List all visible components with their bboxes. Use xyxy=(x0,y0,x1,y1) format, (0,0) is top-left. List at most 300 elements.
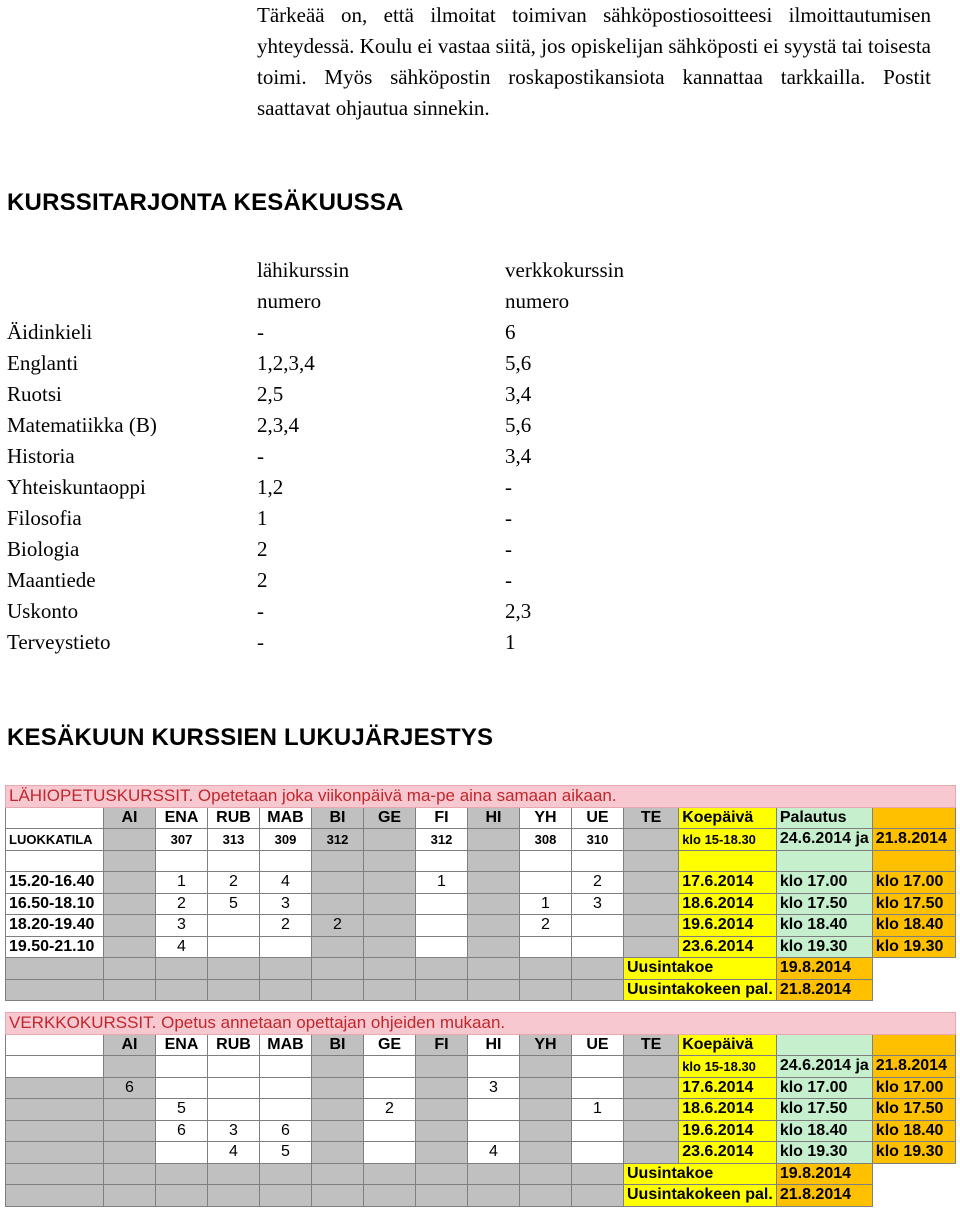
filler xyxy=(312,979,364,1001)
verkko-course-numbers: 1 xyxy=(505,630,516,654)
course-cell xyxy=(208,1099,260,1121)
course-offering-heading: KURSSITARJONTA KESÄKUUSSA xyxy=(7,189,404,216)
filler xyxy=(156,1185,208,1207)
course-cell: 6 xyxy=(104,1077,156,1099)
filler xyxy=(104,958,156,980)
spacer-cell xyxy=(572,850,624,872)
retake-return-label: Uusintakokeen pal. xyxy=(624,1185,777,1207)
blank xyxy=(208,1056,260,1078)
subject-name: Äidinkieli xyxy=(7,320,93,344)
course-cell: 2 xyxy=(364,1099,416,1121)
subject-header: ENA xyxy=(156,807,208,829)
room-number xyxy=(624,829,679,851)
course-cell: 4 xyxy=(208,1142,260,1164)
filler xyxy=(104,979,156,1001)
palautus-header-2 xyxy=(872,1034,955,1056)
course-row xyxy=(6,1077,956,1099)
blank xyxy=(6,1056,104,1078)
exam-date: 23.6.2014 xyxy=(679,1142,777,1164)
schedule-heading: KESÄKUUN KURSSIEN LUKUJÄRJESTYS xyxy=(7,724,494,751)
verkko-course-numbers: - xyxy=(505,568,512,592)
verkko-banner: VERKKOKURSSIT. Opetus annetaan opettajan ohjeiden mukaan. xyxy=(6,1013,956,1035)
filler xyxy=(208,1163,260,1185)
spacer-cell xyxy=(776,850,872,872)
course-cell xyxy=(572,936,624,958)
course-cell: 1 xyxy=(416,872,468,894)
blank xyxy=(156,1056,208,1078)
filler xyxy=(208,958,260,980)
course-cell xyxy=(572,1120,624,1142)
course-cell xyxy=(468,915,520,937)
lahi-course-numbers: 2 xyxy=(257,537,268,561)
return-time-2: klo 17.50 xyxy=(872,893,955,915)
blank xyxy=(104,1056,156,1078)
filler xyxy=(260,1163,312,1185)
lahi-header: lähikurssin xyxy=(257,258,350,282)
subject-header: FI xyxy=(416,807,468,829)
filler xyxy=(6,1120,104,1142)
course-cell: 4 xyxy=(468,1142,520,1164)
subject-header: FI xyxy=(416,1034,468,1056)
room-number xyxy=(104,829,156,851)
filler xyxy=(468,979,520,1001)
course-cell: 1 xyxy=(572,1099,624,1121)
filler xyxy=(6,1142,104,1164)
course-cell xyxy=(624,872,679,894)
subject-name: Maantiede xyxy=(7,568,96,592)
course-cell xyxy=(312,1099,364,1121)
course-cell xyxy=(624,1142,679,1164)
lahi-header-2: numero xyxy=(257,289,322,313)
return-time-2: klo 18.40 xyxy=(872,915,955,937)
time-slot-row xyxy=(6,936,956,958)
exam-date: 18.6.2014 xyxy=(679,893,777,915)
filler xyxy=(260,958,312,980)
return-time-2: klo 17.00 xyxy=(872,1077,955,1099)
course-cell: 5 xyxy=(260,1142,312,1164)
exam-date: 19.6.2014 xyxy=(679,915,777,937)
course-cell xyxy=(468,1120,520,1142)
course-cell xyxy=(572,1142,624,1164)
lahi-course-numbers: - xyxy=(257,599,264,623)
course-row xyxy=(6,1142,956,1164)
course-cell xyxy=(416,1099,468,1121)
subject-header: UE xyxy=(572,1034,624,1056)
course-cell xyxy=(208,936,260,958)
course-cell xyxy=(260,1099,312,1121)
exam-date: 17.6.2014 xyxy=(679,872,777,894)
verkko-course-numbers: 5,6 xyxy=(505,413,532,437)
lahi-course-numbers: 2,3,4 xyxy=(257,413,299,437)
course-cell: 2 xyxy=(208,872,260,894)
info-row xyxy=(6,1056,956,1078)
course-cell xyxy=(364,1120,416,1142)
course-cell: 4 xyxy=(156,936,208,958)
course-cell xyxy=(416,1120,468,1142)
filler xyxy=(572,958,624,980)
subject-header: GE xyxy=(364,807,416,829)
blank xyxy=(572,1056,624,1078)
retake-return-row xyxy=(6,1185,956,1207)
room-number: 310 xyxy=(572,829,624,851)
exam-date: 19.6.2014 xyxy=(679,1120,777,1142)
blank xyxy=(624,1056,679,1078)
room-number xyxy=(468,829,520,851)
course-cell: 3 xyxy=(572,893,624,915)
course-cell xyxy=(364,893,416,915)
course-cell xyxy=(572,1077,624,1099)
course-cell xyxy=(520,936,572,958)
subject-name: Historia xyxy=(7,444,75,468)
subject-header: BI xyxy=(312,807,364,829)
course-cell: 2 xyxy=(156,893,208,915)
filler xyxy=(468,1163,520,1185)
retake-row xyxy=(6,1163,956,1185)
retake-label: Uusintakoe xyxy=(624,1163,777,1185)
spacer-cell xyxy=(104,850,156,872)
filler xyxy=(104,1163,156,1185)
spacer-row xyxy=(6,850,956,872)
verkko-course-numbers: - xyxy=(505,475,512,499)
time-slot: 16.50-18.10 xyxy=(6,893,104,915)
course-cell: 5 xyxy=(208,893,260,915)
blank xyxy=(520,1056,572,1078)
exam-time-info: klo 15-18.30 xyxy=(679,829,777,851)
course-cell: 3 xyxy=(468,1077,520,1099)
filler xyxy=(572,1185,624,1207)
lahi-course-numbers: 1,2,3,4 xyxy=(257,351,315,375)
course-cell xyxy=(468,1099,520,1121)
filler xyxy=(572,1163,624,1185)
banner-row xyxy=(6,786,956,808)
return-time-2: klo 19.30 xyxy=(872,936,955,958)
filler xyxy=(416,958,468,980)
lahi-course-numbers: 2 xyxy=(257,568,268,592)
retake-date: 19.8.2014 xyxy=(776,1163,872,1185)
filler xyxy=(520,958,572,980)
return-time: klo 19.30 xyxy=(776,1142,872,1164)
course-cell xyxy=(312,1142,364,1164)
subject-header: RUB xyxy=(208,807,260,829)
spacer-cell xyxy=(520,850,572,872)
room-number: 312 xyxy=(416,829,468,851)
filler xyxy=(312,958,364,980)
course-cell: 1 xyxy=(156,872,208,894)
subject-header: YH xyxy=(520,807,572,829)
retake-label: Uusintakoe xyxy=(624,958,777,980)
lahi-schedule-table xyxy=(5,785,956,1001)
subject-header-row xyxy=(6,807,956,829)
filler xyxy=(156,958,208,980)
course-row xyxy=(6,1120,956,1142)
course-row xyxy=(6,1099,956,1121)
retake-return-label: Uusintakokeen pal. xyxy=(624,979,777,1001)
palautus-header xyxy=(776,1034,872,1056)
filler xyxy=(364,1185,416,1207)
filler xyxy=(520,1185,572,1207)
retake-return-row xyxy=(6,979,956,1001)
blank xyxy=(416,1056,468,1078)
course-cell xyxy=(260,936,312,958)
filler xyxy=(364,1163,416,1185)
filler xyxy=(520,1163,572,1185)
filler xyxy=(6,979,104,1001)
verkko-header-2: numero xyxy=(505,289,570,313)
course-cell xyxy=(312,1077,364,1099)
banner-row xyxy=(6,1013,956,1035)
return-time-2: klo 17.50 xyxy=(872,1099,955,1121)
palautus-header-2 xyxy=(872,807,955,829)
filler xyxy=(6,1163,104,1185)
return-time-2: klo 18.40 xyxy=(872,1120,955,1142)
course-cell xyxy=(416,915,468,937)
blank xyxy=(364,1056,416,1078)
filler xyxy=(416,1185,468,1207)
filler xyxy=(572,979,624,1001)
course-cell xyxy=(104,1120,156,1142)
verkko-course-numbers: 6 xyxy=(505,320,516,344)
course-cell xyxy=(624,1099,679,1121)
return-time: klo 18.40 xyxy=(776,1120,872,1142)
course-cell xyxy=(208,915,260,937)
time-slot-row xyxy=(6,915,956,937)
filler xyxy=(520,979,572,1001)
verkko-header: verkkokurssin xyxy=(505,258,624,282)
subject-header: UE xyxy=(572,807,624,829)
verkko-course-numbers: 2,3 xyxy=(505,599,532,623)
corner-cell xyxy=(6,1034,104,1056)
time-slot: 15.20-16.40 xyxy=(6,872,104,894)
return-time: klo 17.50 xyxy=(776,893,872,915)
subject-name: Biologia xyxy=(7,537,80,561)
verkko-course-numbers: 3,4 xyxy=(505,444,532,468)
blank xyxy=(312,1056,364,1078)
course-cell xyxy=(624,915,679,937)
course-cell: 1 xyxy=(520,893,572,915)
course-cell: 4 xyxy=(260,872,312,894)
filler xyxy=(364,979,416,1001)
course-cell xyxy=(312,893,364,915)
course-cell xyxy=(156,1142,208,1164)
course-cell xyxy=(156,1077,208,1099)
course-cell xyxy=(364,915,416,937)
course-cell xyxy=(468,893,520,915)
subject-name: Yhteiskuntaoppi xyxy=(7,475,146,499)
verkko-course-numbers: 3,4 xyxy=(505,382,532,406)
course-cell xyxy=(416,893,468,915)
lahi-course-numbers: 2,5 xyxy=(257,382,284,406)
course-cell xyxy=(520,1099,572,1121)
exam-date: 17.6.2014 xyxy=(679,1077,777,1099)
course-cell xyxy=(624,893,679,915)
return-date-2: 21.8.2014 xyxy=(872,829,955,851)
return-time: klo 19.30 xyxy=(776,936,872,958)
course-cell xyxy=(468,872,520,894)
course-cell xyxy=(416,936,468,958)
course-cell xyxy=(312,936,364,958)
filler xyxy=(416,1163,468,1185)
course-cell: 6 xyxy=(156,1120,208,1142)
course-cell: 2 xyxy=(520,915,572,937)
subject-header: HI xyxy=(468,807,520,829)
subject-header: MAB xyxy=(260,807,312,829)
subject-header: GE xyxy=(364,1034,416,1056)
course-cell: 2 xyxy=(312,915,364,937)
course-cell xyxy=(208,1077,260,1099)
course-cell xyxy=(468,936,520,958)
retake-return-date: 21.8.2014 xyxy=(776,1185,872,1207)
course-cell xyxy=(364,872,416,894)
filler xyxy=(364,958,416,980)
course-cell xyxy=(520,1120,572,1142)
palautus-header: Palautus xyxy=(776,807,872,829)
intro-paragraph: Tärkeää on, että ilmoitat toimivan sähköpostiosoitteesi ilmoittautumisen yhteydessä. Koulu ei vastaa siitä, jos opiskelijan sähköposti ei syystä tai toisesta toimi. Myös sähköpostin roskapostikansiota kannattaa tarkkailla. Postit saattavat ohjautua sinnekin. xyxy=(257,3,931,120)
course-cell xyxy=(260,1077,312,1099)
filler xyxy=(312,1185,364,1207)
subject-name: Englanti xyxy=(7,351,79,375)
return-time: klo 17.00 xyxy=(776,1077,872,1099)
course-cell xyxy=(520,1142,572,1164)
subject-name: Ruotsi xyxy=(7,382,62,406)
course-cell: 6 xyxy=(260,1120,312,1142)
subject-header-row xyxy=(6,1034,956,1056)
spacer-cell xyxy=(468,850,520,872)
return-time: klo 17.50 xyxy=(776,1099,872,1121)
return-time-2: klo 17.00 xyxy=(872,872,955,894)
filler xyxy=(6,958,104,980)
subject-header: ENA xyxy=(156,1034,208,1056)
verkko-course-numbers: 5,6 xyxy=(505,351,532,375)
subject-header: BI xyxy=(312,1034,364,1056)
room-row xyxy=(6,829,956,851)
course-cell xyxy=(624,1077,679,1099)
filler xyxy=(468,1185,520,1207)
time-slot-row xyxy=(6,872,956,894)
subject-header: MAB xyxy=(260,1034,312,1056)
retake-row xyxy=(6,958,956,980)
course-cell xyxy=(624,936,679,958)
return-time: klo 18.40 xyxy=(776,915,872,937)
course-cell xyxy=(520,872,572,894)
retake-return-date: 21.8.2014 xyxy=(776,979,872,1001)
filler xyxy=(156,979,208,1001)
course-cell xyxy=(416,1142,468,1164)
spacer-cell xyxy=(679,850,777,872)
lahi-banner: LÄHIOPETUSKURSSIT. Opetetaan joka viikonpäivä ma-pe aina samaan aikaan. xyxy=(6,786,956,808)
blank xyxy=(260,1056,312,1078)
koepaiva-header: Koepäivä xyxy=(679,807,777,829)
return-date: 24.6.2014 ja xyxy=(776,1056,872,1078)
subject-header: TE xyxy=(624,1034,679,1056)
exam-date: 23.6.2014 xyxy=(679,936,777,958)
subject-name: Terveystieto xyxy=(7,630,111,654)
room-number: 307 xyxy=(156,829,208,851)
time-slot-row xyxy=(6,893,956,915)
blank xyxy=(468,1056,520,1078)
course-cell: 3 xyxy=(260,893,312,915)
course-cell xyxy=(364,936,416,958)
subject-name: Uskonto xyxy=(7,599,79,623)
filler xyxy=(468,958,520,980)
course-cell xyxy=(312,872,364,894)
course-cell: 3 xyxy=(156,915,208,937)
lahi-course-numbers: 1,2 xyxy=(257,475,284,499)
course-cell xyxy=(364,1077,416,1099)
subject-header: HI xyxy=(468,1034,520,1056)
course-cell: 2 xyxy=(260,915,312,937)
filler xyxy=(6,1185,104,1207)
return-time: klo 17.00 xyxy=(776,872,872,894)
spacer-cell xyxy=(6,850,104,872)
verkko-course-numbers: - xyxy=(505,537,512,561)
lahi-course-numbers: - xyxy=(257,320,264,344)
filler xyxy=(260,1185,312,1207)
retake-date: 19.8.2014 xyxy=(776,958,872,980)
course-cell xyxy=(312,1120,364,1142)
filler xyxy=(6,1099,104,1121)
course-cell: 2 xyxy=(572,872,624,894)
subject-header: TE xyxy=(624,807,679,829)
course-cell xyxy=(572,915,624,937)
return-date-2: 21.8.2014 xyxy=(872,1056,955,1078)
course-cell xyxy=(104,1099,156,1121)
subject-name: Filosofia xyxy=(7,506,82,530)
course-cell xyxy=(104,936,156,958)
filler xyxy=(416,979,468,1001)
filler xyxy=(208,979,260,1001)
spacer-cell xyxy=(208,850,260,872)
verkko-course-numbers: - xyxy=(505,506,512,530)
filler xyxy=(156,1163,208,1185)
course-cell: 3 xyxy=(208,1120,260,1142)
course-cell xyxy=(104,893,156,915)
return-date: 24.6.2014 ja xyxy=(776,829,872,851)
filler xyxy=(312,1163,364,1185)
lahi-course-numbers: - xyxy=(257,444,264,468)
time-slot: 19.50-21.10 xyxy=(6,936,104,958)
lahi-course-numbers: 1 xyxy=(257,506,268,530)
spacer-cell xyxy=(416,850,468,872)
spacer-cell xyxy=(260,850,312,872)
course-cell xyxy=(104,1142,156,1164)
corner-cell xyxy=(6,807,104,829)
time-slot: 18.20-19.40 xyxy=(6,915,104,937)
room-number: 309 xyxy=(260,829,312,851)
spacer-cell xyxy=(364,850,416,872)
spacer-cell xyxy=(312,850,364,872)
lahi-course-numbers: - xyxy=(257,630,264,654)
room-number: 313 xyxy=(208,829,260,851)
koepaiva-header: Koepäivä xyxy=(679,1034,777,1056)
return-time-2: klo 19.30 xyxy=(872,1142,955,1164)
subject-header: YH xyxy=(520,1034,572,1056)
course-cell xyxy=(416,1077,468,1099)
verkko-schedule-table xyxy=(5,1012,956,1207)
course-cell xyxy=(364,1142,416,1164)
room-number xyxy=(364,829,416,851)
course-cell xyxy=(104,872,156,894)
exam-date: 18.6.2014 xyxy=(679,1099,777,1121)
subject-header: AI xyxy=(104,807,156,829)
course-cell xyxy=(624,1120,679,1142)
filler xyxy=(260,979,312,1001)
subject-name: Matematiikka (B) xyxy=(7,413,157,437)
filler xyxy=(208,1185,260,1207)
spacer-cell xyxy=(624,850,679,872)
filler xyxy=(104,1185,156,1207)
subject-header: AI xyxy=(104,1034,156,1056)
course-cell: 5 xyxy=(156,1099,208,1121)
